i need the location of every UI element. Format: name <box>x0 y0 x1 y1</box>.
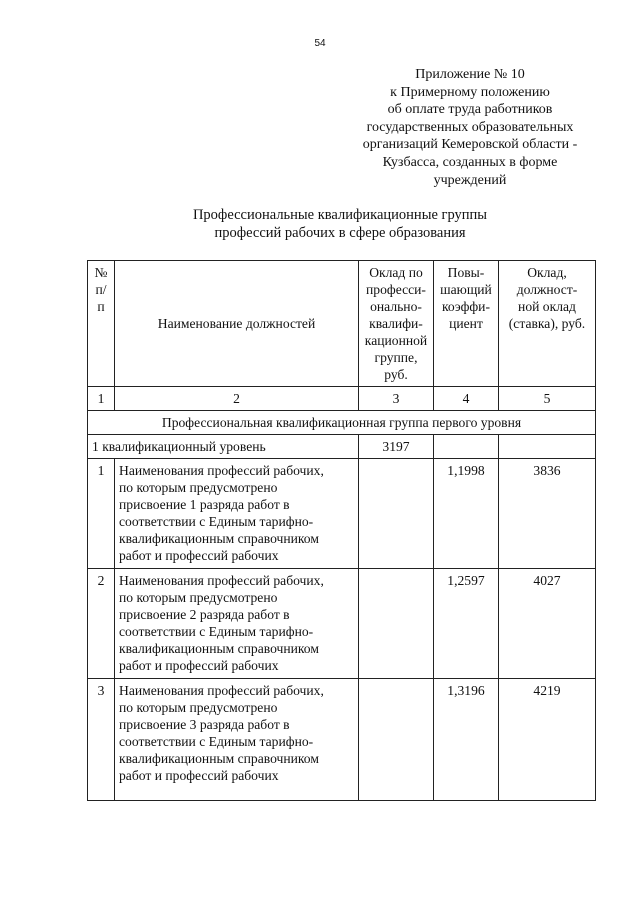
group-row <box>88 411 596 435</box>
column-number: 1 <box>88 387 115 411</box>
row-coefficient: 1,1998 <box>434 459 499 569</box>
appendix-line: к Примерному положению <box>390 84 550 100</box>
group-title: Профессиональная квалификационная группа первого уровня <box>88 411 596 435</box>
row-num: 2 <box>88 569 115 679</box>
row-name: Наименования профессий рабочих, по которым предусмотрено присвоение 1 разряда работ в соответствии с Единым тарифно- квалификационным справочником работ и профессий рабочих <box>115 459 359 569</box>
column-number: 2 <box>115 387 359 411</box>
page-number: 54 <box>314 38 326 49</box>
document-title-line: Профессиональные квалификационные группы <box>192 207 488 223</box>
appendix-line: Приложение № 10 <box>415 67 525 82</box>
row-num: 1 <box>88 459 115 569</box>
document-title-line: профессий рабочих в сфере образования <box>214 225 466 241</box>
document-title <box>140 206 540 242</box>
header-num: № п/п <box>88 261 115 387</box>
empty-cell <box>499 435 596 459</box>
appendix-line: об оплате труда работников <box>387 102 553 118</box>
table-header-row <box>88 261 596 387</box>
row-coefficient: 1,2597 <box>434 569 499 679</box>
table-row <box>88 569 596 679</box>
table-row <box>88 459 596 569</box>
header-salary: Оклад, должност- ной оклад (ставка), руб. <box>499 261 596 387</box>
column-number: 4 <box>434 387 499 411</box>
level-label: 1 квалификационный уровень <box>88 435 359 459</box>
appendix-line: государственных образовательных <box>366 119 574 135</box>
header-base-salary: Оклад по професси- онально- квалифи- кационной группе, руб. <box>359 261 434 387</box>
row-coefficient: 1,3196 <box>434 679 499 801</box>
column-number: 3 <box>359 387 434 411</box>
empty-cell <box>434 435 499 459</box>
appendix-line: Кузбасса, созданных в форме <box>382 154 558 170</box>
empty-cell <box>359 679 434 801</box>
appendix-line: учреждений <box>433 172 507 188</box>
appendix-header <box>340 66 600 189</box>
row-name: Наименования профессий рабочих, по которым предусмотрено присвоение 3 разряда работ в соответствии с Единым тарифно- квалификационным справочником работ и профессий рабочих <box>115 679 359 801</box>
row-num: 3 <box>88 679 115 801</box>
header-coefficient: Повы- шающий коэффи- циент <box>434 261 499 387</box>
empty-cell <box>359 459 434 569</box>
column-number-row <box>88 387 596 411</box>
column-number: 5 <box>499 387 596 411</box>
row-salary: 3836 <box>499 459 596 569</box>
row-name: Наименования профессий рабочих, по которым предусмотрено присвоение 2 разряда работ в соответствии с Единым тарифно- квалификационным справочником работ и профессий рабочих <box>115 569 359 679</box>
row-salary: 4219 <box>499 679 596 801</box>
level-base-salary: 3197 <box>359 435 434 459</box>
row-salary: 4027 <box>499 569 596 679</box>
appendix-line: организаций Кемеровской области - <box>362 137 578 153</box>
header-name: Наименование должностей <box>115 261 359 387</box>
table-row <box>88 679 596 801</box>
empty-cell <box>359 569 434 679</box>
level-row <box>88 435 596 459</box>
salary-table <box>87 260 596 801</box>
